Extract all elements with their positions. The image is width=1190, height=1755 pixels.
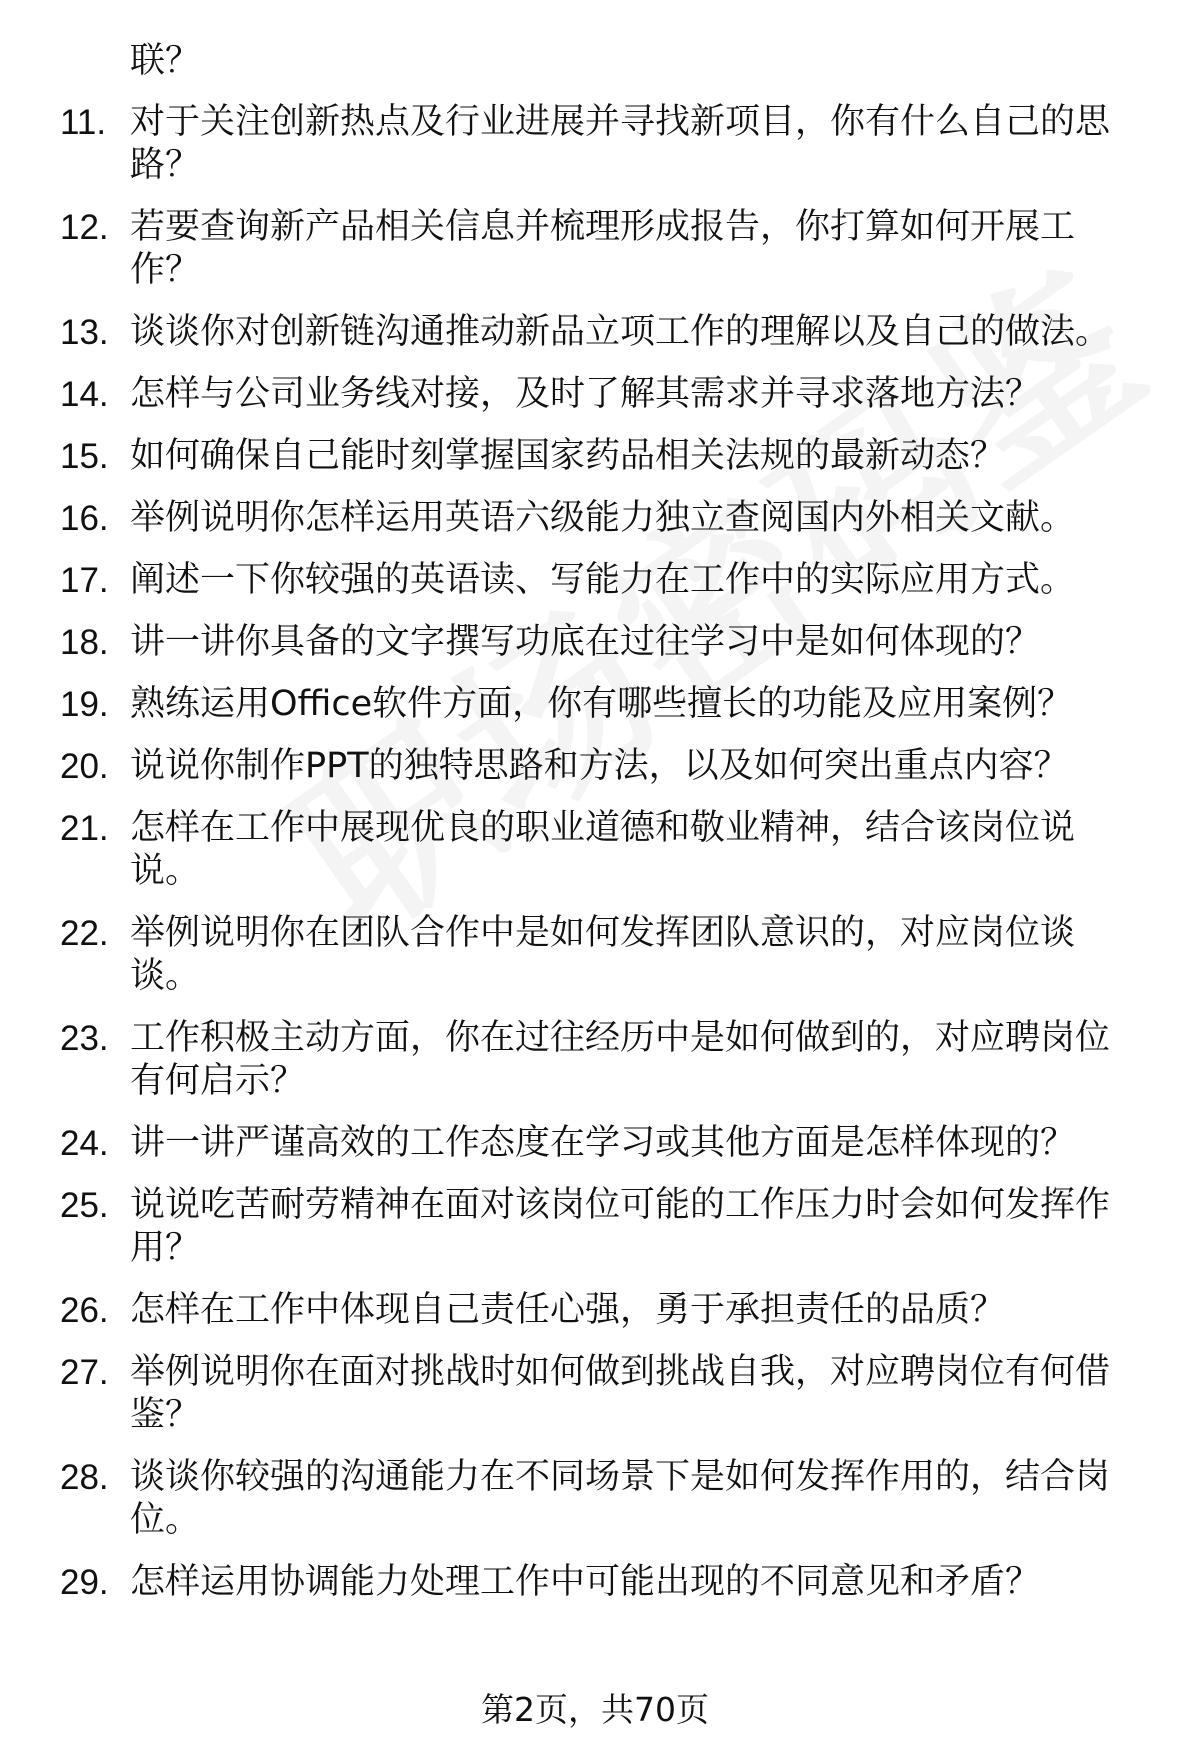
list-item [60,1184,1140,1270]
question-text: 工作积极主动方面，你在过往经历中是如何做到的，对应聘岗位有何启示？ [130,1018,1111,1101]
list-item [60,559,1140,602]
list-item [60,373,1140,416]
question-text: 怎样与公司业务线对接，及时了解其需求并寻求落地方法？ [130,374,1041,414]
question-number: 14. [60,375,109,414]
question-text: 谈谈你对创新链沟通推动新品立项工作的理解以及自己的做法。 [130,312,1111,352]
list-item [60,206,1140,292]
list-item [60,1017,1140,1103]
question-text: 熟练运用Office软件方面，你有哪些擅长的功能及应用案例？ [130,684,1073,724]
question-number: 12. [60,208,109,247]
question-text: 举例说明你在面对挑战时如何做到挑战自我，对应聘岗位有何借鉴？ [130,1352,1111,1435]
question-number: 23. [60,1019,109,1058]
question-text: 怎样运用协调能力处理工作中可能出现的不同意见和矛盾？ [130,1562,1041,1602]
question-number: 20. [60,747,109,786]
question-number: 27. [60,1353,109,1392]
question-text: 若要查询新产品相关信息并梳理形成报告，你打算如何开展工作？ [130,207,1076,290]
list-item [60,745,1140,788]
question-text: 联？ [130,41,201,81]
list-item [60,497,1140,540]
question-text: 对于关注创新热点及行业进展并寻找新项目，你有什么自己的思路？ [130,102,1111,185]
question-number: 18. [60,623,109,662]
question-text: 怎样在工作中体现自己责任心强，勇于承担责任的品质？ [130,1290,1006,1330]
list-item [60,683,1140,726]
question-text: 讲一讲严谨高效的工作态度在学习或其他方面是怎样体现的？ [130,1123,1076,1163]
question-list [60,40,1140,1604]
page-number-label: 第2页，共70页 [481,1690,709,1729]
question-text: 怎样在工作中展现优良的职业道德和敬业精神，结合该岗位说说。 [130,808,1076,891]
question-text: 举例说明你在团队合作中是如何发挥团队意识的，对应岗位谈谈。 [130,913,1076,996]
question-number: 28. [60,1458,109,1497]
list-item [60,40,1140,83]
list-item [60,807,1140,893]
question-text: 谈谈你较强的沟通能力在不同场景下是如何发挥作用的，结合岗位。 [130,1457,1111,1540]
question-number: 29. [60,1563,109,1602]
question-text: 说说你制作PPT的独特思路和方法，以及如何突出重点内容？ [130,746,1069,786]
question-number: 25. [60,1186,109,1225]
question-number: 21. [60,809,109,848]
list-item [60,311,1140,354]
question-number: 24. [60,1124,109,1163]
list-item [60,1561,1140,1604]
question-number: 16. [60,499,109,538]
list-item [60,912,1140,998]
question-list-container [60,40,1140,1623]
question-number: 13. [60,313,109,352]
question-number: 11. [60,103,107,142]
list-item [60,1351,1140,1437]
question-number: 17. [60,561,109,600]
list-item [60,101,1140,187]
question-text: 如何确保自己能时刻掌握国家药品相关法规的最新动态？ [130,436,1006,476]
list-item [60,435,1140,478]
question-number: 19. [60,685,109,724]
question-text: 讲一讲你具备的文字撰写功底在过往学习中是如何体现的？ [130,622,1041,662]
list-item [60,1122,1140,1165]
question-number: 26. [60,1291,109,1330]
list-item [60,621,1140,664]
question-text: 阐述一下你较强的英语读、写能力在工作中的实际应用方式。 [130,560,1076,600]
list-item [60,1289,1140,1332]
question-number: 22. [60,914,109,953]
question-text: 说说吃苦耐劳精神在面对该岗位可能的工作压力时会如何发挥作用？ [130,1185,1111,1268]
question-text: 举例说明你怎样运用英语六级能力独立查阅国内外相关文献。 [130,498,1076,538]
question-number: 15. [60,437,109,476]
page-footer [0,1690,1190,1730]
list-item [60,1456,1140,1542]
